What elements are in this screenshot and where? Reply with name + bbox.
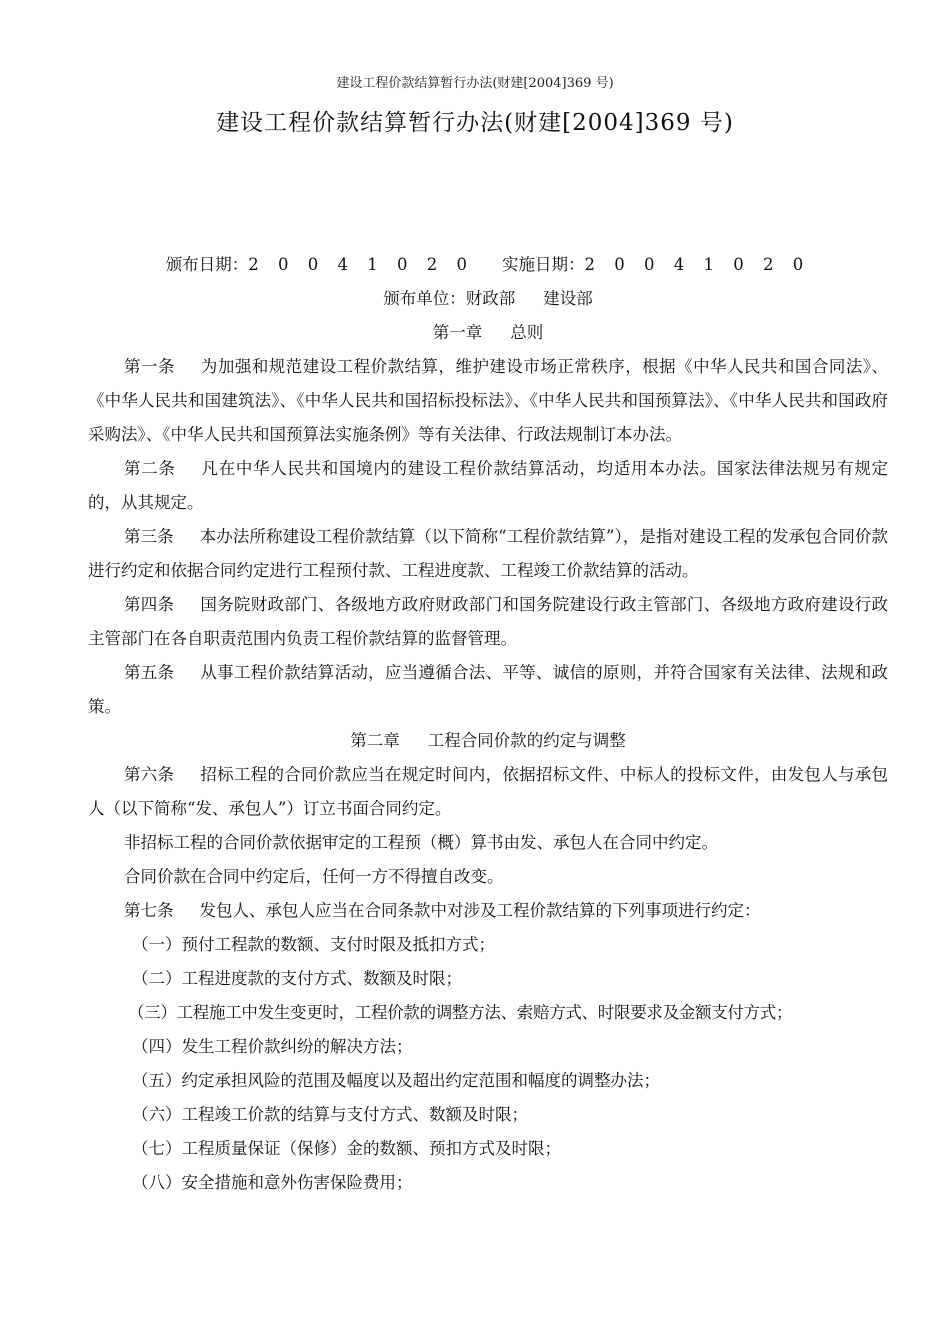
- article-text: 凡在中华人民共和国境内的建设工程价款结算活动，均适用本办法。国家法律法规另有规定的，从其规定。: [88, 459, 889, 512]
- issuer-ministry-finance: 财政部: [465, 289, 516, 308]
- article-label: 第六条: [124, 765, 175, 784]
- issuer-ministry-construction: 建设部: [543, 289, 593, 308]
- chapter-2-name: 工程合同价款的约定与调整: [427, 731, 626, 750]
- article-text: 国务院财政部门、各级地方政府财政部门和国务院建设行政主管部门、各级地方政府建设行政主管部门在各自职责范围内负责工程价款结算的监督管理。: [88, 595, 889, 648]
- issue-date-label: 颁布日期：: [165, 255, 249, 274]
- issuer-label: 颁布单位：: [383, 289, 466, 308]
- list-item: （三）工程施工中发生变更时，工程价款的调整方法、索赔方式、时限要求及金额支付方式；: [128, 1003, 793, 1022]
- article-label: 第二条: [124, 459, 176, 478]
- article-4: [88, 588, 888, 656]
- article-text: 招标工程的合同价款应当在规定时间内，依据招标文件、中标人的投标文件，由发包人与承包人（以下简称“发、承包人”）订立书面合同约定。: [88, 765, 889, 818]
- article-label: 第四条: [124, 595, 175, 614]
- article-label: 第七条: [124, 901, 174, 920]
- article-text: 为加强和规范建设工程价款结算，维护建设市场正常秩序，根据《中华人民共和国合同法》、《中华人民共和国建筑法》、《中华人民共和国招标投标法》、《中华人民共和国预算法》、《中华人民共和国政府采购法》、《中华人民共和国预算法实施条例》等有关法律、行政法规制订本办法。: [88, 357, 889, 444]
- article-7: [88, 894, 888, 928]
- effective-date-label: 实施日期：: [502, 255, 585, 274]
- effective-date: 2 0 0 4 1 0 2 0: [584, 255, 811, 274]
- article-label: 第三条: [124, 527, 174, 546]
- issuer-line: [88, 282, 888, 316]
- article-text: 从事工程价款结算活动，应当遵循合法、平等、诚信的原则，并符合国家有关法律、法规和政策。: [88, 663, 889, 716]
- list-item: （七）工程质量保证（保修）金的数额、预扣方式及时限；: [132, 1139, 561, 1158]
- chapter-1-heading: [88, 316, 888, 350]
- issue-date: 2 0 0 4 1 0 2 0: [248, 255, 474, 274]
- article-label: 第一条: [124, 357, 175, 376]
- article-label: 第五条: [124, 663, 175, 682]
- article-1: [88, 350, 888, 452]
- chapter-2-number: 第二章: [350, 731, 400, 750]
- running-header: 建设工程价款结算暂行办法(财建[2004]369 号): [336, 76, 614, 91]
- article-5: [88, 656, 888, 724]
- article-6: [88, 758, 888, 826]
- chapter-1-number: 第一章: [432, 323, 483, 342]
- paragraph-no-change: 合同价款在合同中约定后，任何一方不得擅自改变。: [124, 867, 504, 886]
- list-item: （八）安全措施和意外伤害保险费用；: [132, 1173, 413, 1192]
- list-item: （四）发生工程价款纠纷的解决方法；: [132, 1037, 413, 1056]
- article-text: 发包人、承包人应当在合同条款中对涉及工程价款结算的下列事项进行约定：: [199, 901, 761, 920]
- document-title: 建设工程价款结算暂行办法(财建[2004]369 号): [216, 110, 734, 136]
- chapter-2-heading: [88, 724, 888, 758]
- article-2: [88, 452, 888, 520]
- document-body: [88, 248, 888, 1200]
- article-text: 本办法所称建设工程价款结算（以下简称“工程价款结算”），是指对建设工程的发承包合同价款进行约定和依据合同约定进行工程预付款、工程进度款、工程竣工价款结算的活动。: [88, 527, 889, 580]
- list-item: （五）约定承担风险的范围及幅度以及超出约定范围和幅度的调整办法；: [132, 1071, 660, 1090]
- list-item: （一）预付工程款的数额、支付时限及抵扣方式；: [132, 935, 495, 954]
- dates-line: [88, 248, 888, 282]
- list-item: （六）工程竣工价款的结算与支付方式、数额及时限；: [132, 1105, 528, 1124]
- paragraph-non-bid: 非招标工程的合同价款依据审定的工程预（概）算书由发、承包人在合同中约定。: [124, 833, 718, 852]
- article-3: [88, 520, 888, 588]
- list-item: （二）工程进度款的支付方式、数额及时限；: [132, 969, 462, 988]
- chapter-1-name: 总则: [510, 323, 544, 342]
